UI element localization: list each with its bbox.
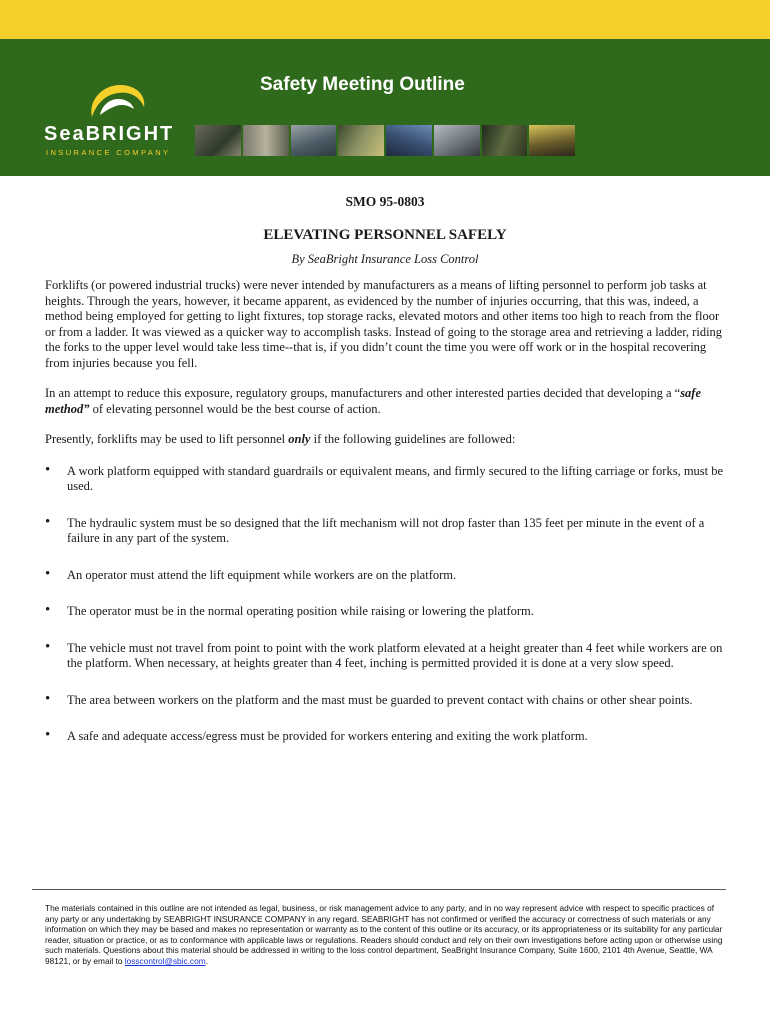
logo-subtitle: INSURANCE COMPANY [46,148,171,157]
seabright-logo [44,81,184,159]
photo-industrial-7 [482,125,528,156]
footer-divider [32,889,726,890]
disclaimer-end: . [205,955,208,966]
document-title: ELEVATING PERSONNEL SAFELY [263,227,507,243]
guideline-item: • The operator must be in the normal operating position while raising or lowering the platform. [45,604,725,620]
photo-industrial-4 [338,125,384,156]
photo-industrial-2 [243,125,289,156]
header-banner [0,39,770,176]
guideline-item: • A safe and adequate access/egress must be provided for workers entering and exiting the work platform. [45,729,725,745]
guidelines-intro-start: Presently, forklifts may be used to lift personnel [45,432,289,446]
page-title: Safety Meeting Outline [260,74,465,95]
guideline-item: • The hydraulic system must be so designed that the lift mechanism will not drop faster than 135 feet per minute in the event of a failure in any part of the system. [45,516,725,547]
disclaimer-text: The materials contained in this outline are not intended as legal, business, or risk management advice to any party, and in no way represent advice with respect to specific practices of any party or any undertaking by SEABRIGHT INSURANCE COMPANY in any regard. SEABRIGHT has not confirmed or verified the accuracy or correctness of such materials or any information on which they may be based and makes no representation or warranty as to the content of this outline or its accuracy, or its appropriateness or its suitability for any particular reader, situation or practice, or as to conformance with applicable laws or regulations. Readers should conduct and rely on their own investigations before acting upon or otherwise using such materials. Questions about this material should be addressed in writing to the loss control department, SeaBright Insurance Company, Suite 1600, 2101 4th Avenue, Seattle, WA 98121, or by email to [45,903,723,966]
document-byline: By SeaBright Insurance Loss Control [291,252,479,266]
approach-text-end: of elevating personnel would be the best course of action. [89,401,381,416]
photo-industrial-3 [291,125,337,156]
guideline-item: • The vehicle must not travel from point to point with the work platform elevated at a height greater than 4 feet while workers are on the platform. When necessary, at heights greater than 4 feet, inching is permitted provided it is done at a very slow speed. [45,641,725,672]
photo-industrial-5 [386,125,432,156]
guideline-item: • The area between workers on the platform and the mast must be guarded to prevent contact with chains or other shear points. [45,693,725,709]
sun-wave-icon [86,81,148,123]
document-id: SMO 95-0803 [345,194,425,209]
photo-industrial-6 [434,125,480,156]
document-body [45,190,725,766]
intro-paragraph: Forklifts (or powered industrial trucks) were never intended by manufacturers as a means of lifting personnel to perform job tasks at heights. Through the years, however, it became apparent, as evidenced by the number of injuries occurring, that this was, indeed, a method being employed for getting to light fixtures, top storage racks, elevated motors and other items too high to reach from the floor or from a ladder. It was viewed as a quicker way to accomplish tasks. Instead of going to the storage area and retrieving a ladder, riding the forks to the upper level would take less time--that is, if you didn’t count the time you were off work or in the hospital recovering from injuries because you fell. [45,278,723,370]
guideline-item: • An operator must attend the lift equipment while workers are on the platform. [45,568,725,584]
logo-wordmark: SeaBRIGHT [44,123,175,145]
guideline-item: • A work platform equipped with standard guardrails or equivalent means, and firmly secured to the lifting carriage or forks, must be used. [45,464,725,495]
approach-text-start: In an attempt to reduce this exposure, regulatory groups, manufacturers and other interested parties decided that developing a “ [45,386,681,400]
footer-disclaimer [45,903,727,967]
guidelines-list [45,464,725,745]
photo-industrial-1 [195,125,241,156]
email-link[interactable]: losscontrol@sbic.com [124,955,206,966]
guidelines-intro [45,432,725,448]
photo-strip [195,125,575,156]
photo-industrial-8 [529,125,575,156]
only-emphasis: only [288,432,311,446]
safe-method-emphasis: safe method” [45,386,702,416]
approach-paragraph [45,386,725,417]
top-accent-bar [0,0,770,39]
guidelines-intro-end: if the following guidelines are followed: [310,432,516,446]
